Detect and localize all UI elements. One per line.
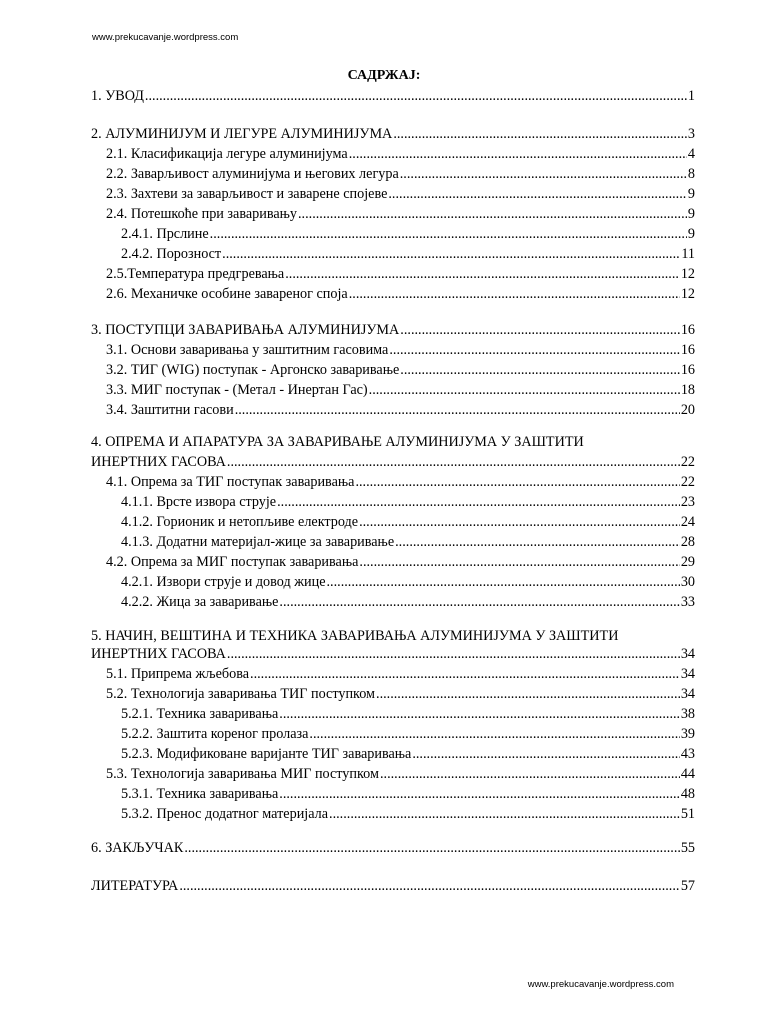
leader-dots [298,204,687,224]
toc-entry-2[interactable] [91,124,695,144]
toc-entry-page: 9 [687,226,695,242]
leader-dots [277,492,680,512]
toc-entry-page: 16 [680,322,695,338]
toc-entry-4-1-3[interactable] [121,532,695,552]
toc-entry-3[interactable] [91,320,695,340]
leader-dots [389,340,679,360]
toc-entry-label: ИНЕРТНИХ ГАСОВА [91,646,226,662]
toc-entry-5-2[interactable] [106,684,695,704]
leader-dots [145,86,687,106]
toc-entry-label: 5. НАЧИН, ВЕШТИНА И ТЕХНИКА ЗАВАРИВАЊА АЛУМИНИЈУМА У ЗАШТИТИ [91,628,619,644]
toc-entry-3-4[interactable] [106,400,695,420]
toc-entry-page: 22 [680,474,695,490]
toc-entry-5-2-1[interactable] [121,704,695,724]
toc-entry-page: 55 [680,840,695,856]
toc-entry-label: 5.2.2. Заштита кореног пролаза [121,726,309,742]
toc-entry-4-2-2[interactable] [121,592,695,612]
toc-entry-3-2[interactable] [106,360,695,380]
toc-entry-page: 11 [681,246,695,262]
toc-entry-page: 8 [687,166,695,182]
leader-dots [279,592,679,612]
toc-entry-5-3[interactable] [106,764,695,784]
toc-entry-label: 4.1. Опрема за ТИГ поступак заваривања [106,474,355,490]
footer-url: www.prekucavanje.wordpress.com [527,979,674,990]
toc-entry-page: 20 [680,402,695,418]
toc-entry-2-6[interactable] [106,284,695,304]
toc-entry-3-1[interactable] [106,340,695,360]
toc-entry-page: 24 [680,514,695,530]
toc-entry-label: 4.2. Опрема за МИГ поступак заваривања [106,554,359,570]
toc-entry-literature[interactable] [91,876,695,896]
leader-dots [349,144,687,164]
toc-entry-6[interactable] [91,838,695,858]
leader-dots [395,532,680,552]
leader-dots [227,644,680,664]
toc-entry-2-5[interactable] [106,264,695,284]
toc-entry-page: 38 [680,706,695,722]
leader-dots [376,684,680,704]
leader-dots [329,804,680,824]
toc-entry-4-2[interactable] [106,552,695,572]
toc-entry-label: 3.1. Основи заваривања у заштитним гасовима [106,342,389,358]
toc-entry-label: 2. АЛУМИНИЈУМ И ЛЕГУРЕ АЛУМИНИЈУМА [91,126,393,142]
toc-entry-page: 9 [687,186,695,202]
toc-entry-label: ЛИТЕРАТУРА [91,878,179,894]
toc-entry-label: 2.6. Механичке особине завареног споја [106,286,348,302]
toc-entry-label: 2.2. Заварљивост алуминијума и његових легура [106,166,399,182]
toc-entry-4-1-1[interactable] [121,492,695,512]
toc-entry-label: 1. УВОД [91,88,144,104]
toc-entry-5-3-1[interactable] [121,784,695,804]
leader-dots [388,184,687,204]
toc-entry-label: 3.4. Заштитни гасови [106,402,234,418]
leader-dots [327,572,680,592]
toc-entry-label: 4.2.1. Извори струје и довод жице [121,574,326,590]
leader-dots [359,512,680,532]
toc-entry-label: 5.1. Припрема жљебова [106,666,250,682]
toc-entry-label: 5.3.1. Техника заваривања [121,786,279,802]
toc-entry-page: 34 [680,686,695,702]
toc-entry-page: 51 [680,806,695,822]
toc-entry-5-3-2[interactable] [121,804,695,824]
leader-dots [279,784,680,804]
leader-dots [349,284,680,304]
leader-dots [400,164,687,184]
toc-entry-4-2-1[interactable] [121,572,695,592]
toc-entry-page: 12 [680,286,695,302]
toc-entry-label: 5.3. Технологија заваривања МИГ поступком [106,766,379,782]
toc-entry-2-2[interactable] [106,164,695,184]
toc-entry-label: 2.4.1. Прслине [121,226,209,242]
toc-entry-page: 9 [687,206,695,222]
leader-dots [412,744,679,764]
toc-entry-page: 22 [680,454,695,470]
toc-entry-page: 4 [687,146,695,162]
toc-entry-2-4-2[interactable] [121,244,695,264]
toc-entry-page: 33 [680,594,695,610]
toc-entry-page: 3 [687,126,695,142]
leader-dots [359,552,679,572]
toc-entry-label: 3.3. МИГ поступак - (Метал - Инертан Гас) [106,382,368,398]
toc-entry-label: 4.1.2. Горионик и нетопљиве електроде [121,514,359,530]
toc-entry-4-1-2[interactable] [121,512,695,532]
toc-entry-label: 5.2. Технологија заваривања ТИГ поступком [106,686,376,702]
toc-entry-page: 34 [680,646,695,662]
toc-entry-5-line1[interactable] [91,626,695,646]
toc-entry-page: 12 [680,266,695,282]
toc-entry-label: 4.1.3. Додатни материјал-жице за заваривање [121,534,395,550]
toc-entry-page: 43 [680,746,695,762]
header-url: www.prekucavanje.wordpress.com [92,32,239,43]
toc-entry-label: 2.1. Класификација легуре алуминијума [106,146,348,162]
toc-entry-4-1[interactable] [106,472,695,492]
leader-dots [355,472,679,492]
toc-entry-label: 4.1.1. Врсте извора струје [121,494,277,510]
leader-dots [250,664,680,684]
toc-entry-5-2-3[interactable] [121,744,695,764]
toc-entry-1[interactable] [91,86,695,106]
toc-entry-page: 39 [680,726,695,742]
toc-entry-page: 30 [680,574,695,590]
toc-entry-2-3[interactable] [106,184,695,204]
toc-entry-5-1[interactable] [106,664,695,684]
toc-entry-5[interactable] [91,644,695,664]
toc-entry-3-3[interactable] [106,380,695,400]
leader-dots [210,224,687,244]
toc-entry-page: 57 [680,878,695,894]
leader-dots [235,400,680,420]
toc-entry-label: ИНЕРТНИХ ГАСОВА [91,454,226,470]
toc-entry-page: 29 [680,554,695,570]
toc-entry-4-line1[interactable] [91,432,695,452]
toc-entry-page: 34 [680,666,695,682]
toc-entry-page: 44 [680,766,695,782]
leader-dots [285,264,680,284]
toc-entry-2-4[interactable] [106,204,695,224]
toc-title: САДРЖАЈ: [347,68,421,83]
toc-entry-2-4-1[interactable] [121,224,695,244]
toc-entry-label: 2.4. Потешкоће при заваривању [106,206,297,222]
toc-entry-page: 16 [680,342,695,358]
leader-dots [227,452,680,472]
leader-dots [179,876,680,896]
leader-dots [222,244,680,264]
toc-entry-label: 5.2.3. Модификоване варијанте ТИГ заваривања [121,746,412,762]
toc-entry-5-2-2[interactable] [121,724,695,744]
leader-dots [380,764,680,784]
toc-entry-page: 1 [687,88,695,104]
toc-entry-label: 3. ПОСТУПЦИ ЗАВАРИВАЊА АЛУМИНИЈУМА [91,322,400,338]
toc-entry-label: 5.2.1. Техника заваривања [121,706,279,722]
toc-entry-label: 2.4.2. Порозност [121,246,222,262]
leader-dots [369,380,680,400]
leader-dots [279,704,680,724]
toc-entry-2-1[interactable] [106,144,695,164]
leader-dots [393,124,687,144]
toc-entry-label: 5.3.2. Пренос додатног материјала [121,806,329,822]
toc-entry-label: 4. ОПРЕМА И АПАРАТУРА ЗА ЗАВАРИВАЊЕ АЛУМИНИЈУМА У ЗАШТИТИ [91,434,584,450]
toc-entry-page: 23 [680,494,695,510]
toc-entry-label: 6. ЗАКЉУЧАК [91,840,184,856]
toc-entry-label: 3.2. ТИГ (WIG) поступак - Аргонско заваривање [106,362,400,378]
toc-entry-label: 2.5.Температура предгревања [106,266,285,282]
toc-entry-4[interactable] [91,452,695,472]
toc-entry-page: 18 [680,382,695,398]
toc-entry-label: 2.3. Захтеви за заварљивост и заварене спојеве [106,186,388,202]
toc-entry-page: 16 [680,362,695,378]
leader-dots [309,724,679,744]
toc-entry-label: 4.2.2. Жица за заваривање [121,594,279,610]
toc-entry-page: 28 [680,534,695,550]
toc-entry-page: 48 [680,786,695,802]
leader-dots [400,320,680,340]
leader-dots [184,838,679,858]
leader-dots [400,360,680,380]
